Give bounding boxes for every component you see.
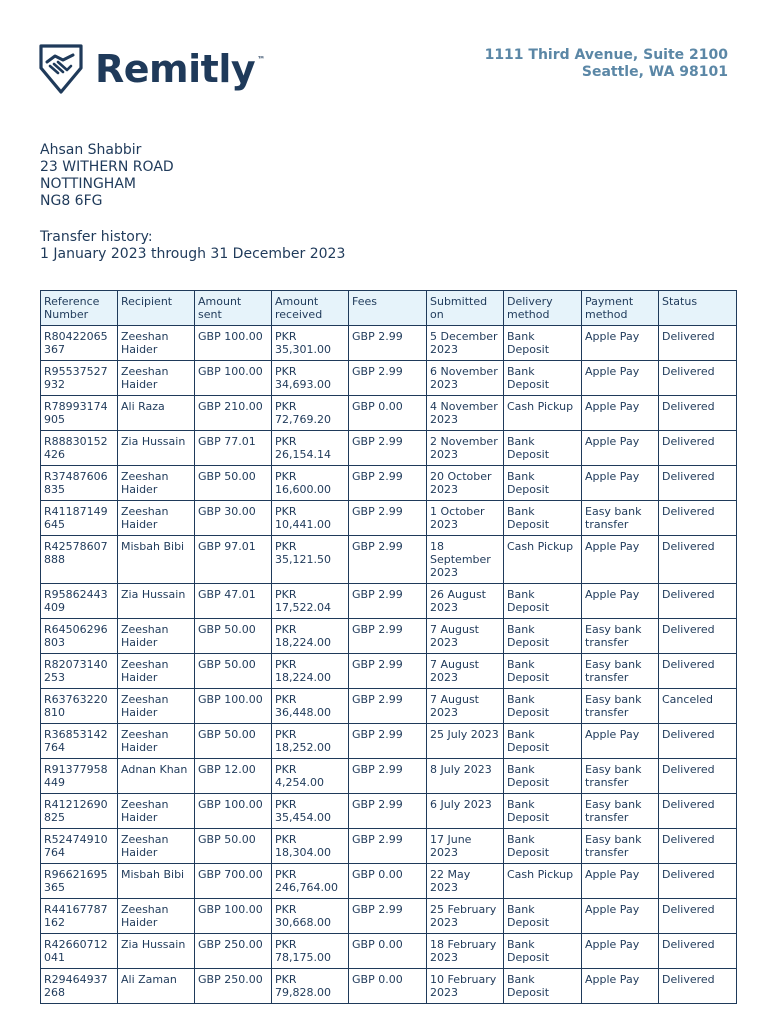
cell-fees: GBP 2.99 — [349, 466, 427, 501]
cell-payment-method: Apple Pay — [582, 584, 659, 619]
cell-fees: GBP 2.99 — [349, 361, 427, 396]
cell-fees: GBP 0.00 — [349, 396, 427, 431]
cell-delivery-method: Bank Deposit — [504, 794, 582, 829]
cell-amount-received: PKR 26,154.14 — [272, 431, 349, 466]
transfer-history-heading — [40, 229, 345, 263]
cell-payment-method: Apple Pay — [582, 934, 659, 969]
cell-submitted-on: 22 May 2023 — [427, 864, 504, 899]
cell-submitted-on: 2 November 2023 — [427, 431, 504, 466]
header-reference-number: Reference Number — [41, 291, 118, 326]
customer-name: Ahsan Shabbir — [40, 142, 142, 158]
cell-amount-sent: GBP 210.00 — [195, 396, 272, 431]
cell-payment-method: Apple Pay — [582, 724, 659, 759]
cell-status: Delivered — [659, 466, 737, 501]
cell-payment-method: Easy bank transfer — [582, 619, 659, 654]
cell-recipient: Misbah Bibi — [118, 864, 195, 899]
customer-city: NOTTINGHAM — [40, 176, 136, 192]
cell-delivery-method: Bank Deposit — [504, 361, 582, 396]
table-row — [41, 829, 737, 864]
table-row — [41, 361, 737, 396]
cell-reference-number: R95862443409 — [41, 584, 118, 619]
table-header-row — [41, 291, 737, 326]
table-row — [41, 724, 737, 759]
table-row — [41, 466, 737, 501]
cell-delivery-method: Bank Deposit — [504, 619, 582, 654]
cell-payment-method: Easy bank transfer — [582, 501, 659, 536]
cell-amount-received: PKR 16,600.00 — [272, 466, 349, 501]
cell-amount-received: PKR 35,121.50 — [272, 536, 349, 584]
cell-amount-sent: GBP 30.00 — [195, 501, 272, 536]
cell-amount-received: PKR 18,252.00 — [272, 724, 349, 759]
cell-fees: GBP 2.99 — [349, 794, 427, 829]
cell-recipient: Ali Raza — [118, 396, 195, 431]
cell-payment-method: Easy bank transfer — [582, 829, 659, 864]
cell-reference-number: R41212690825 — [41, 794, 118, 829]
cell-submitted-on: 1 October 2023 — [427, 501, 504, 536]
cell-delivery-method: Bank Deposit — [504, 724, 582, 759]
cell-fees: GBP 2.99 — [349, 431, 427, 466]
cell-status: Delivered — [659, 501, 737, 536]
header-payment-method: Payment method — [582, 291, 659, 326]
cell-recipient: Adnan Khan — [118, 759, 195, 794]
cell-recipient: Zeeshan Haider — [118, 724, 195, 759]
cell-amount-received: PKR 4,254.00 — [272, 759, 349, 794]
cell-delivery-method: Bank Deposit — [504, 829, 582, 864]
cell-fees: GBP 0.00 — [349, 969, 427, 1004]
cell-reference-number: R88830152426 — [41, 431, 118, 466]
cell-recipient: Zeeshan Haider — [118, 794, 195, 829]
header-amount-sent: Amount sent — [195, 291, 272, 326]
company-address-line: 1111 Third Avenue, Suite 2100 — [484, 47, 728, 63]
cell-payment-method: Easy bank transfer — [582, 759, 659, 794]
cell-submitted-on: 6 July 2023 — [427, 794, 504, 829]
table-row — [41, 794, 737, 829]
cell-payment-method: Easy bank transfer — [582, 654, 659, 689]
handshake-icon — [38, 42, 84, 96]
table-row — [41, 584, 737, 619]
cell-delivery-method: Bank Deposit — [504, 584, 582, 619]
cell-status: Delivered — [659, 326, 737, 361]
cell-amount-sent: GBP 50.00 — [195, 829, 272, 864]
cell-submitted-on: 10 February 2023 — [427, 969, 504, 1004]
cell-recipient: Zia Hussain — [118, 431, 195, 466]
cell-amount-received: PKR 18,224.00 — [272, 654, 349, 689]
cell-recipient: Zeeshan Haider — [118, 361, 195, 396]
cell-fees: GBP 2.99 — [349, 899, 427, 934]
cell-delivery-method: Bank Deposit — [504, 501, 582, 536]
cell-amount-received: PKR 18,224.00 — [272, 619, 349, 654]
cell-reference-number: R63763220810 — [41, 689, 118, 724]
customer-street: 23 WITHERN ROAD — [40, 159, 174, 175]
cell-amount-received: PKR 79,828.00 — [272, 969, 349, 1004]
brand-name: Remitly ™ — [95, 47, 265, 91]
cell-delivery-method: Bank Deposit — [504, 899, 582, 934]
cell-delivery-method: Cash Pickup — [504, 536, 582, 584]
cell-delivery-method: Bank Deposit — [504, 759, 582, 794]
header-amount-received: Amount received — [272, 291, 349, 326]
cell-reference-number: R91377958449 — [41, 759, 118, 794]
customer-address — [40, 142, 174, 210]
cell-delivery-method: Bank Deposit — [504, 969, 582, 1004]
cell-submitted-on: 25 February 2023 — [427, 899, 504, 934]
cell-reference-number: R64506296803 — [41, 619, 118, 654]
history-title: Transfer history: — [40, 229, 153, 245]
cell-submitted-on: 25 July 2023 — [427, 724, 504, 759]
cell-fees: GBP 2.99 — [349, 536, 427, 584]
cell-payment-method: Apple Pay — [582, 431, 659, 466]
cell-payment-method: Apple Pay — [582, 969, 659, 1004]
cell-amount-received: PKR 10,441.00 — [272, 501, 349, 536]
cell-recipient: Zeeshan Haider — [118, 829, 195, 864]
cell-delivery-method: Bank Deposit — [504, 466, 582, 501]
table-row — [41, 689, 737, 724]
table-row — [41, 326, 737, 361]
cell-amount-received: PKR 35,301.00 — [272, 326, 349, 361]
table-row — [41, 934, 737, 969]
cell-recipient: Zia Hussain — [118, 934, 195, 969]
header-submitted-on: Submitted on — [427, 291, 504, 326]
cell-payment-method: Apple Pay — [582, 899, 659, 934]
cell-submitted-on: 6 November 2023 — [427, 361, 504, 396]
cell-fees: GBP 2.99 — [349, 619, 427, 654]
cell-payment-method: Easy bank transfer — [582, 794, 659, 829]
cell-fees: GBP 2.99 — [349, 501, 427, 536]
cell-status: Delivered — [659, 361, 737, 396]
cell-reference-number: R82073140253 — [41, 654, 118, 689]
cell-status: Delivered — [659, 431, 737, 466]
cell-fees: GBP 0.00 — [349, 864, 427, 899]
header-fees: Fees — [349, 291, 427, 326]
table-row — [41, 536, 737, 584]
cell-amount-sent: GBP 100.00 — [195, 899, 272, 934]
cell-delivery-method: Bank Deposit — [504, 326, 582, 361]
company-address — [485, 47, 728, 81]
cell-amount-sent: GBP 100.00 — [195, 794, 272, 829]
cell-payment-method: Apple Pay — [582, 361, 659, 396]
company-address-line: Seattle, WA 98101 — [581, 64, 728, 80]
cell-fees: GBP 2.99 — [349, 584, 427, 619]
cell-amount-sent: GBP 100.00 — [195, 689, 272, 724]
cell-fees: GBP 2.99 — [349, 654, 427, 689]
history-period: 1 January 2023 through 31 December 2023 — [40, 246, 346, 262]
cell-recipient: Zeeshan Haider — [118, 899, 195, 934]
cell-reference-number: R41187149645 — [41, 501, 118, 536]
cell-status: Delivered — [659, 724, 737, 759]
cell-reference-number: R95537527932 — [41, 361, 118, 396]
cell-amount-received: PKR 78,175.00 — [272, 934, 349, 969]
cell-amount-sent: GBP 50.00 — [195, 724, 272, 759]
cell-amount-sent: GBP 100.00 — [195, 326, 272, 361]
cell-status: Delivered — [659, 934, 737, 969]
cell-submitted-on: 20 October 2023 — [427, 466, 504, 501]
cell-delivery-method: Bank Deposit — [504, 934, 582, 969]
cell-amount-sent: GBP 97.01 — [195, 536, 272, 584]
table-row — [41, 396, 737, 431]
cell-recipient: Zeeshan Haider — [118, 501, 195, 536]
cell-submitted-on: 5 December 2023 — [427, 326, 504, 361]
cell-amount-received: PKR 36,448.00 — [272, 689, 349, 724]
cell-reference-number: R80422065367 — [41, 326, 118, 361]
table-row — [41, 619, 737, 654]
cell-payment-method: Apple Pay — [582, 396, 659, 431]
transfer-history-table — [40, 290, 737, 1004]
cell-status: Delivered — [659, 759, 737, 794]
cell-reference-number: R42578607888 — [41, 536, 118, 584]
cell-amount-sent: GBP 250.00 — [195, 969, 272, 1004]
cell-amount-sent: GBP 50.00 — [195, 619, 272, 654]
trademark-symbol: ™ — [257, 55, 265, 64]
cell-reference-number: R36853142764 — [41, 724, 118, 759]
cell-amount-received: PKR 72,769.20 — [272, 396, 349, 431]
cell-delivery-method: Cash Pickup — [504, 864, 582, 899]
cell-status: Delivered — [659, 396, 737, 431]
cell-fees: GBP 2.99 — [349, 829, 427, 864]
header-delivery-method: Delivery method — [504, 291, 582, 326]
cell-amount-sent: GBP 50.00 — [195, 654, 272, 689]
table-row — [41, 431, 737, 466]
cell-recipient: Zia Hussain — [118, 584, 195, 619]
cell-amount-received: PKR 34,693.00 — [272, 361, 349, 396]
cell-submitted-on: 7 August 2023 — [427, 654, 504, 689]
cell-fees: GBP 2.99 — [349, 724, 427, 759]
cell-payment-method: Easy bank transfer — [582, 689, 659, 724]
cell-recipient: Zeeshan Haider — [118, 654, 195, 689]
cell-reference-number: R29464937268 — [41, 969, 118, 1004]
cell-amount-sent: GBP 12.00 — [195, 759, 272, 794]
table-row — [41, 864, 737, 899]
cell-fees: GBP 2.99 — [349, 759, 427, 794]
cell-submitted-on: 7 August 2023 — [427, 619, 504, 654]
cell-delivery-method: Cash Pickup — [504, 396, 582, 431]
cell-amount-received: PKR 30,668.00 — [272, 899, 349, 934]
remitly-logo — [38, 42, 265, 96]
cell-status: Delivered — [659, 619, 737, 654]
header-recipient: Recipient — [118, 291, 195, 326]
cell-reference-number: R42660712041 — [41, 934, 118, 969]
cell-status: Delivered — [659, 794, 737, 829]
cell-status: Delivered — [659, 584, 737, 619]
cell-recipient: Zeeshan Haider — [118, 466, 195, 501]
cell-submitted-on: 18 February 2023 — [427, 934, 504, 969]
cell-fees: GBP 2.99 — [349, 689, 427, 724]
cell-recipient: Zeeshan Haider — [118, 689, 195, 724]
cell-amount-sent: GBP 250.00 — [195, 934, 272, 969]
customer-postcode: NG8 6FG — [40, 193, 103, 209]
cell-status: Delivered — [659, 536, 737, 584]
cell-submitted-on: 26 August 2023 — [427, 584, 504, 619]
cell-fees: GBP 0.00 — [349, 934, 427, 969]
cell-amount-received: PKR 35,454.00 — [272, 794, 349, 829]
cell-amount-sent: GBP 47.01 — [195, 584, 272, 619]
cell-reference-number: R96621695365 — [41, 864, 118, 899]
cell-amount-sent: GBP 100.00 — [195, 361, 272, 396]
cell-payment-method: Apple Pay — [582, 864, 659, 899]
cell-payment-method: Apple Pay — [582, 326, 659, 361]
cell-amount-received: PKR 246,764.00 — [272, 864, 349, 899]
cell-status: Delivered — [659, 864, 737, 899]
cell-amount-sent: GBP 50.00 — [195, 466, 272, 501]
cell-amount-received: PKR 17,522.04 — [272, 584, 349, 619]
cell-status: Delivered — [659, 829, 737, 864]
cell-recipient: Zeeshan Haider — [118, 326, 195, 361]
cell-delivery-method: Bank Deposit — [504, 689, 582, 724]
cell-recipient: Ali Zaman — [118, 969, 195, 1004]
cell-amount-sent: GBP 77.01 — [195, 431, 272, 466]
header-status: Status — [659, 291, 737, 326]
cell-submitted-on: 17 June 2023 — [427, 829, 504, 864]
cell-submitted-on: 8 July 2023 — [427, 759, 504, 794]
cell-status: Delivered — [659, 899, 737, 934]
cell-fees: GBP 2.99 — [349, 326, 427, 361]
cell-reference-number: R78993174905 — [41, 396, 118, 431]
cell-delivery-method: Bank Deposit — [504, 431, 582, 466]
table-row — [41, 654, 737, 689]
cell-recipient: Misbah Bibi — [118, 536, 195, 584]
cell-submitted-on: 18 September 2023 — [427, 536, 504, 584]
cell-status: Canceled — [659, 689, 737, 724]
cell-submitted-on: 7 August 2023 — [427, 689, 504, 724]
cell-reference-number: R37487606835 — [41, 466, 118, 501]
cell-delivery-method: Bank Deposit — [504, 654, 582, 689]
cell-reference-number: R44167787162 — [41, 899, 118, 934]
cell-payment-method: Apple Pay — [582, 536, 659, 584]
cell-payment-method: Apple Pay — [582, 466, 659, 501]
cell-submitted-on: 4 November 2023 — [427, 396, 504, 431]
cell-amount-sent: GBP 700.00 — [195, 864, 272, 899]
table-row — [41, 501, 737, 536]
table-row — [41, 899, 737, 934]
cell-status: Delivered — [659, 969, 737, 1004]
cell-amount-received: PKR 18,304.00 — [272, 829, 349, 864]
cell-recipient: Zeeshan Haider — [118, 619, 195, 654]
table-row — [41, 969, 737, 1004]
table-row — [41, 759, 737, 794]
cell-status: Delivered — [659, 654, 737, 689]
cell-reference-number: R52474910764 — [41, 829, 118, 864]
